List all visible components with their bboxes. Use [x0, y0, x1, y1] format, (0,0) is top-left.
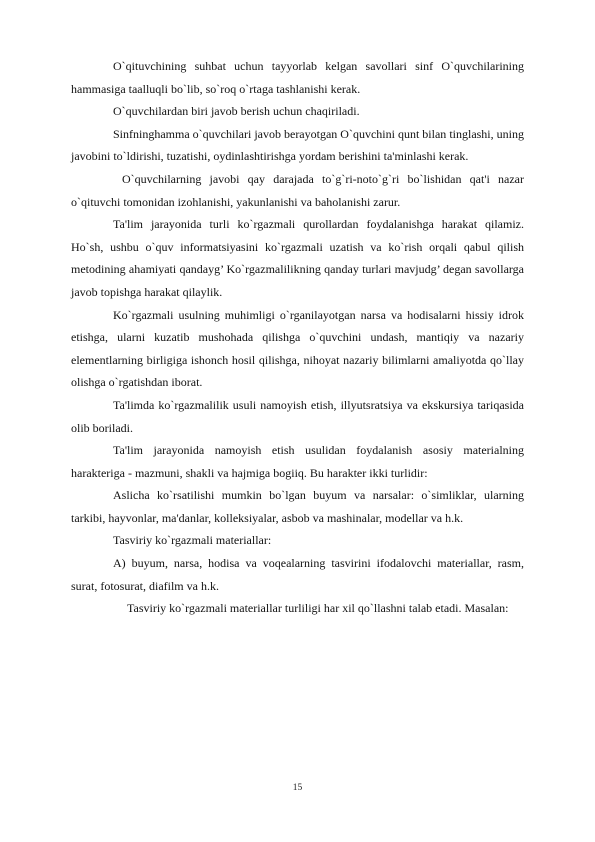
- paragraph-interview-questions: O`qituvchining suhbat uchun tayyorlab kelgan savollari sinf O`quvchilarining hammasiga taalluqli bo`lib, so`roq o`rtaga tashlanishi kerak.: [71, 59, 524, 96]
- paragraph-pictorial-materials-list: A) buyum, narsa, hodisa va voqealarning tasvirini ifodalovchi materiallar, rasm, surat, fotosurat, diafilm va h.k.: [71, 556, 524, 593]
- paragraph-visualization-forms: Ta'limda ko`rgazmalilik usuli namoyish etish, illyutsratsiya va ekskursiya tariqasida olib boriladi.: [71, 397, 524, 435]
- paragraph-student-called: O`quvchilardan biri javob berish uchun chaqiriladi.: [113, 104, 360, 119]
- paragraph-natural-objects: Aslicha ko`rsatilishi mumkin bo`lgan buyum va narsalar: o`simliklar, ularning tarkibi, hayvonlar, ma'danlar, kolleksiyalar, asbob va mashinalar, modellar va h.k.: [71, 488, 524, 525]
- paragraph-visual-method-importance: Ko`rgazmali usulning muhimligi o`rganilayotgan narsa va hodisalarni hissiy idrok etishga, ularni kuzatib mushohada qilishga o`quvchini undash, mantiqiy va nazariy elementlarning birligiga ishonch hosil qilishga, nihoyat nazariy bilimlarni amaliyotda qo`llay olishga o`rgatishdan iborat.: [71, 307, 524, 390]
- paragraph-answer-evaluation: O`quvchilarning javobi qay darajada to`g`ri-noto`g`ri bo`lishidan qat'i nazar o`qituvchi tomonidan izohlanishi, yakunlanishi va baholanishi zarur.: [71, 171, 524, 209]
- paragraph-class-listening: Sinfninghamma o`quvchilari javob berayotgan O`quvchini qunt bilan tinglashi, uning javobini to`ldirishi, tuzatishi, oydinlashtirishga yordam berishini ta'minlashi kerak.: [71, 126, 524, 164]
- page-number: 15: [292, 783, 303, 793]
- paragraph-pictorial-materials-heading: Tasviriy ko`rgazmali materiallar:: [113, 533, 272, 548]
- paragraph-pictorial-usage: Tasviriy ko`rgazmali materiallar turliligi har xil qo`llashni talab etadi. Masalan:: [127, 601, 509, 616]
- document-body: [71, 55, 524, 620]
- paragraph-demonstration-method: Ta'lim jarayonida namoyish etish usulidan foydalanish asosiy materialning harakteriga - mazmuni, shakli va hajmiga bogiiq. Bu harakter ikki turlidir:: [71, 443, 524, 480]
- paragraph-visual-aids: Ta'lim jarayonida turli ko`rgazmali qurollardan foydalanishga harakat qilamiz. Ho`sh, ushbu o`quv informatsiyasini ko`rgazmali uzatish va ko`rish orqali qabul qilish metodining ahamiyati qandayg’ Ko`rgazmalilikning qanday turlari mavjudg’ degan savollarga javob topishga harakat qilaylik.: [71, 217, 524, 299]
